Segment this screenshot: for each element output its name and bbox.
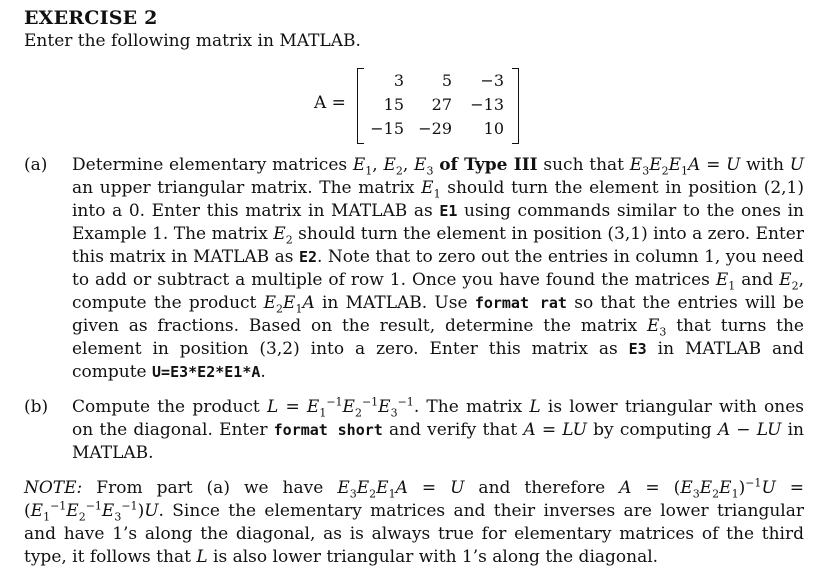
part-b: (b) Compute the product $L = E_1^{-1}E_2^{-1}E_3^{-1}$. The matrix L is lower triangular with ones on the diagonal. Enter format short and verify that A = LU by computing A − LU in MATLAB.	[24, 395, 804, 463]
matrix-cell: −15	[370, 119, 404, 138]
matrix-right-bracket	[512, 68, 519, 144]
exercise-parts	[24, 154, 804, 586]
code-format-short: format short	[273, 421, 383, 439]
matrix-a	[314, 68, 544, 142]
matrix-grid	[366, 69, 512, 141]
matrix-cell: 3	[393, 71, 404, 90]
matrix-label: A =	[314, 93, 346, 113]
code-e3: E3	[628, 340, 647, 358]
part-b-label: (b)	[24, 397, 49, 417]
matrix-cell: −29	[418, 119, 452, 138]
code-e2: E2	[298, 248, 318, 266]
matrix-cell: 5	[441, 71, 452, 90]
exercise-title: EXERCISE 2	[24, 7, 158, 29]
matrix-left-bracket	[357, 68, 364, 144]
exercise-intro: Enter the following matrix in MATLAB.	[24, 31, 361, 51]
matrix-cell: 27	[431, 95, 452, 114]
matrix-cell: −13	[470, 95, 504, 114]
matrix-cell: 15	[383, 95, 404, 114]
code-e1: E1	[439, 202, 458, 220]
part-a-label: (a)	[24, 155, 48, 175]
note-label: NOTE:	[24, 478, 83, 498]
matrix-cell: 10	[483, 119, 504, 138]
note: NOTE: From part (a) we have $E_3E_2E_1A = U$ and therefore $A = (E_3E_2E_1)^{-1}U = (E_1^{-1}E_2^{-1}E_3^{-1})U$. Since the elementary matrices and their inverses are lower triangular and have 1’s along the diagonal, as is always true for elementary matrices of the third type, it follows that L is also lower triangular with 1’s along the diagonal.	[24, 476, 805, 567]
code-u: U=E3*E2*E1*A	[152, 363, 261, 381]
code-format-rat: format rat	[474, 294, 567, 312]
matrix-cell: −3	[480, 71, 504, 90]
part-a: (a) Determine elementary matrices $E_1$, $E_2$, $E_3$ of Type III such that $E_3E_2E_1A = U$ with U an upper triangular matrix. The matrix $E_1$ should turn the element in position (2,1) into a 0. Enter this matrix in MATLAB as E1 using commands similar to the ones in Example 1. The matrix $E_2$ should turn the element in position (3,1) into a zero. Enter this matrix in MATLAB as E2. Note that to zero out the entries in column 1, you need to add or subtract a multiple of row 1. Once you have found the matrices $E_1$ and $E_2$, compute the product $E_2E_1A$ in MATLAB. Use format rat so that the entries will be given as fractions. Based on the result, determine the matrix $E_3$ that turns the element in position (3,2) into a zero. Enter this matrix as E3 in MATLAB and compute U=E3*E2*E1*A.	[24, 155, 805, 382]
exercise-page	[24, 6, 805, 567]
